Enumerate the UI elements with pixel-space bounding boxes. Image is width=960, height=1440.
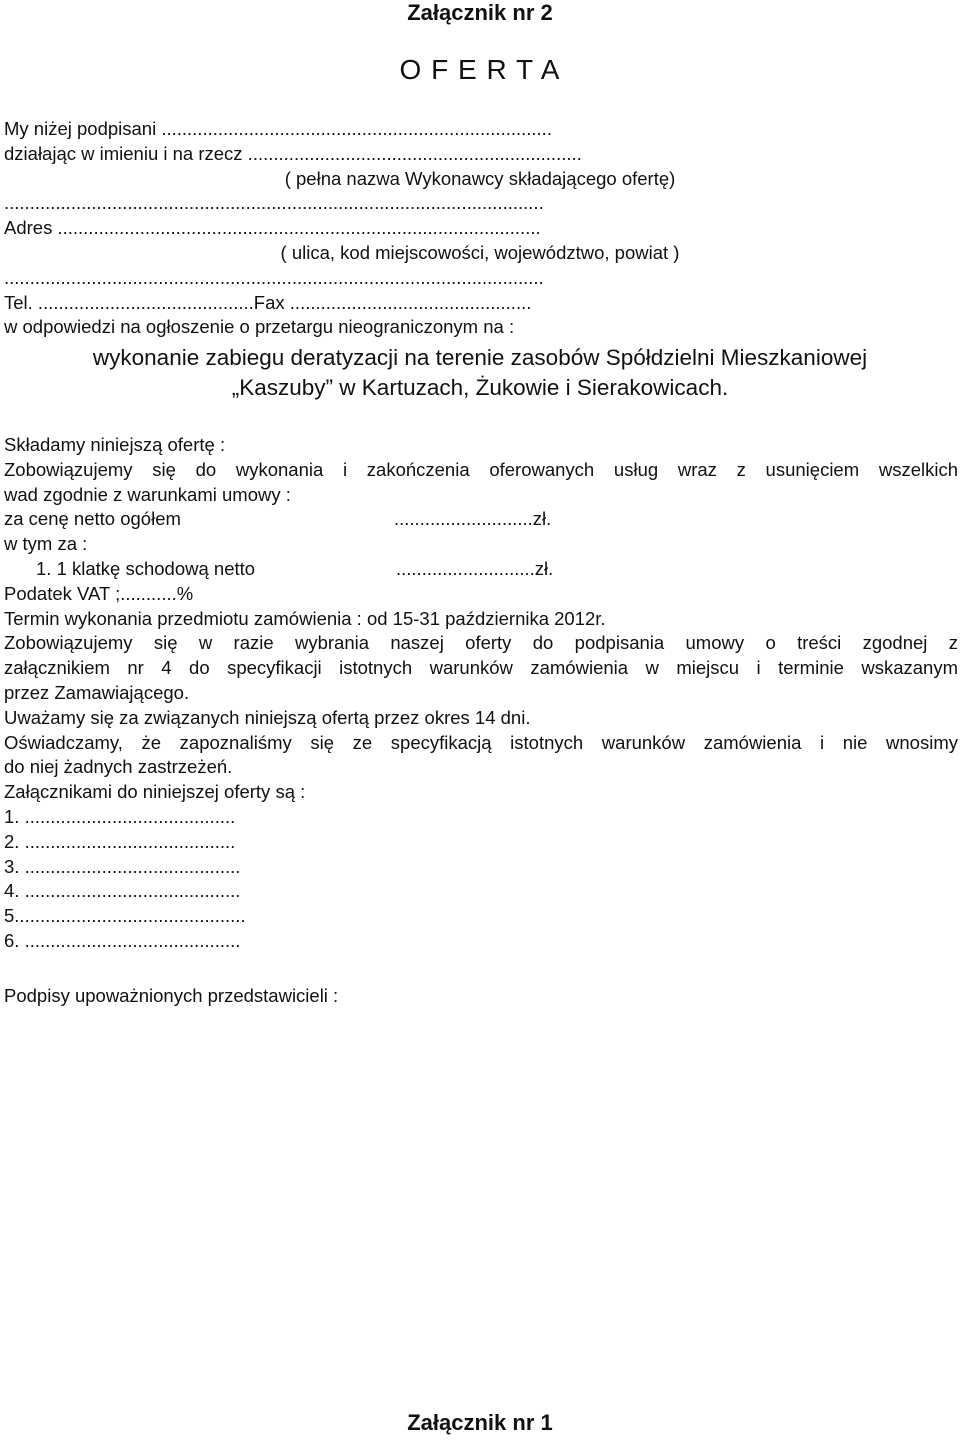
intro-section: [4, 117, 956, 340]
contractor-name-hint: ( pełna nazwa Wykonawcy składającego ofertę): [284, 167, 676, 189]
tender-reference-line: w odpowiedzi na ogłoszenie o przetargu nieograniczonym na :: [4, 316, 515, 338]
acting-on-behalf-line: działając w imieniu i na rzecz .................................................................: [4, 142, 582, 164]
contractor-name-dots: .........................................................................................................: [4, 192, 544, 214]
phone-fax-line: Tel. ..........................................Fax ...............................................: [4, 291, 532, 313]
attachment-item: 2. .........................................: [4, 830, 236, 852]
tender-subject: [0, 343, 960, 403]
offer-section: [4, 433, 958, 954]
submit-offer-line: Składamy niniejszą ofertę :: [4, 434, 226, 455]
staircase-label: 1. 1 klatkę schodową netto: [36, 557, 256, 579]
signatures-label: Podpisy upoważnionych przedstawicieli :: [4, 985, 339, 1006]
subject-line-2: „Kaszuby” w Kartuzach, Żukowie i Sierakowicach.: [231, 375, 729, 400]
net-price-value: ...........................zł.: [394, 508, 552, 530]
attachment-item: 5.............................................: [4, 905, 246, 927]
agreement-line-1: Zobowiązujemy się w razie wybrania naszej oferty do podpisania umowy o treści zgodnej z: [4, 632, 958, 654]
attachment-item: 1. .........................................: [4, 805, 236, 827]
offer-title: O F E R T A: [399, 54, 561, 85]
declaration-line-2: do niej żadnych zastrzeżeń.: [4, 756, 233, 778]
staircase-row: [4, 557, 958, 582]
staircase-value: ...........................zł.: [396, 557, 554, 579]
address-line: Adres ..............................................................................................: [4, 217, 541, 239]
agreement-line-2: załącznikiem nr 4 do specyfikacji istotnych warunków zamówienia w miejscu i terminie wskazanym: [4, 657, 958, 679]
footer-annex-heading: Załącznik nr 1: [407, 1410, 553, 1435]
address-hint: ( ulica, kod miejscowości, województwo, powiat ): [280, 241, 680, 263]
vat-line: Podatek VAT ;...........%: [4, 582, 194, 604]
attachment-item: 3. ..........................................: [4, 855, 241, 877]
attachments-label: Załącznikami do niniejszej oferty są :: [4, 781, 306, 803]
net-price-row: [4, 507, 958, 532]
net-price-label: za cenę netto ogółem: [4, 508, 181, 530]
address-dots: .........................................................................................................: [4, 266, 544, 288]
declaration-line-1: Oświadczamy, że zapoznaliśmy się ze specyfikacją istotnych warunków zamówienia i nie wnosimy: [4, 731, 958, 753]
commitment-line-2: wad zgodnie z warunkami umowy :: [4, 483, 291, 505]
commitment-line-1: Zobowiązujemy się do wykonania i zakończenia oferowanych usług wraz z usunięciem wszelkich: [4, 458, 958, 480]
completion-term-line: Termin wykonania przedmiotu zamówienia : od 15-31 października 2012r.: [4, 607, 606, 629]
subject-line-1: wykonanie zabiegu deratyzacji na terenie zasobów Spółdzielni Mieszkaniowej: [92, 345, 868, 370]
binding-period-line: Uważamy się za związanych niniejszą ofertą przez okres 14 dni.: [4, 706, 531, 728]
including-label: w tym za :: [4, 533, 88, 555]
signatories-line: My niżej podpisani ............................................................................: [4, 118, 552, 139]
agreement-line-3: przez Zamawiającego.: [4, 681, 190, 703]
attachment-item: 4. ..........................................: [4, 880, 241, 902]
annex-heading: Załącznik nr 2: [407, 0, 553, 25]
attachment-item: 6. ..........................................: [4, 929, 241, 951]
